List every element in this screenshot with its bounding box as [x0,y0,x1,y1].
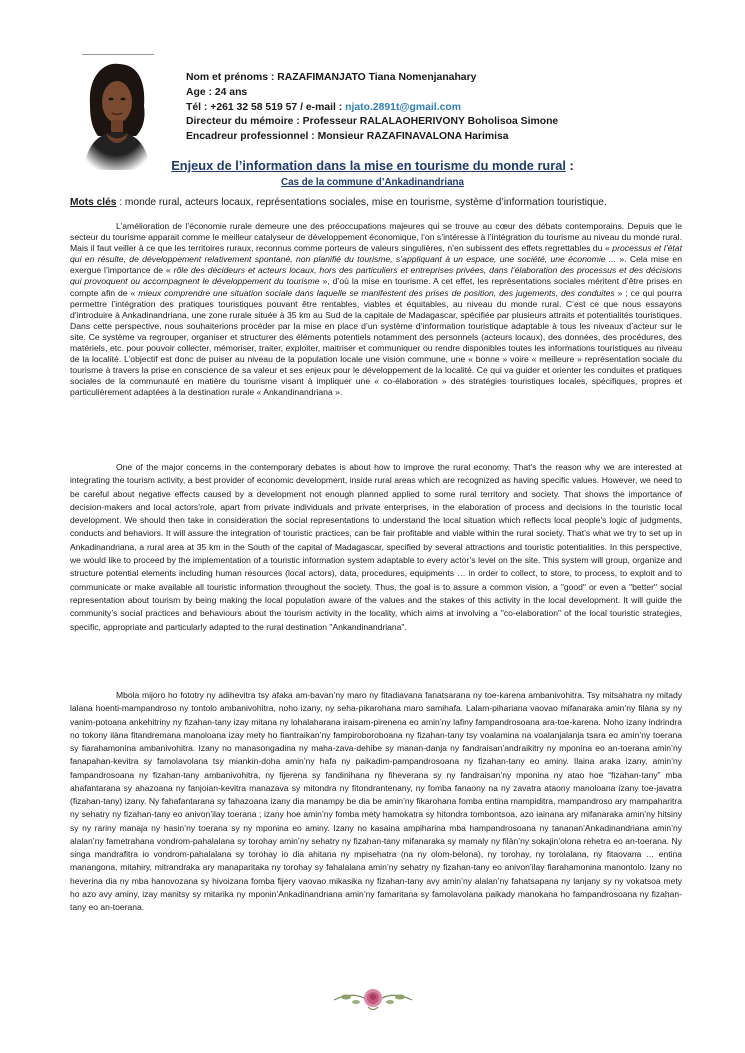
abstract-fr-part: L’amélioration de l’économie rurale demeure une des préoccupations majeures qui se trouve au cœur des débats contemporains. Depuis que le secteur du tourisme apparait comme le meilleur catalyseur de développement économique, l’on s’intéresse à l’intégration du tourisme au niveau du monde rural. Mais il faut veiller à ce que les territoires ruraux, reconnus comme porteurs de valeurs singulières, n’en subissent des effets regrettables du « [70,221,682,254]
phone-text: Tél : +261 32 58 519 57 / e-mail : [186,101,346,113]
rose-ornament-icon [332,985,414,1013]
abstract-fr-part: ». Cela mise en exergue l’importance de « [70,254,682,276]
author-age: Age : 24 ans [186,86,248,98]
abstract-fr-quote: mieux comprendre une situation sociale dans laquelle se manifestent des prises de position, des jugements, des conduites [138,287,615,298]
professional-supervisor: Encadreur professionnel : Monsieur RAZAFINAVALONA Harimisa [186,131,509,143]
thesis-director: Directeur du mémoire : Professeur RALALAOHERIVONY Boholisoa Simone [186,116,559,128]
abstract-french-text [70,221,682,399]
keywords-label: Mots clés [70,197,117,208]
email-link[interactable]: njato.2891t@gmail.com [345,101,461,113]
abstract-english [70,461,682,634]
author-name: Nom et prénoms : RAZAFIMANJATO Tiana Nomenjanahary [186,72,477,83]
title-colon: : [565,158,574,173]
abstract-french [70,221,682,399]
document-title [0,158,745,173]
abstract-malagasy-text: Mbola mijoro ho fototry ny adihevitra tsy afaka am-bavan’ny maro ny fitadiavana fanatsarana ny toe-karena ambanivohitra. Tsy mitsahatra ny mitady lalana hoenti-mampandroso ny tontolo ambanivohitra, noho izany, ny seha-pikarohana maro samihafa. Lalam-pihariana vaovao mifanaraka amin’ny filàna sy ny vanim-potoana ankehitriny ny fizahan-tany izay mitana ny lohalaharana iraisam-pirenena eo amin’ny lafiny fampandrosoana ara-toe-karena. Noho izany indrindra no tokony ilàna fitandremana manoloana izay mety ho fiantraikan’ny fampiroboroboana ny fizahan-tany tsy voalamina na voalanjalanja tsara eo amin’ny toerana sy fiarahamonina ambanivohitra. Izany no manasongadina ny maha-zava-dehibe sy manan-danja ny fandraisan’andraikitry ny mponina eo an-toerana amin’ny fanapahan-kevitra sy famolavolana tsy miankin-doha amin’ny hafa ny paikadim-pampandrosoana ny fizahan-tany eo aminy. Ilaina araka izany, amin’ny fampandrosoana ny fizahan-tany ambanivohitra, ny fijerena sy fandinihana ny fiheverana sy ny fandraisan’ny mponina ny atao hoe “fizahan-tany” mba ahafantarana sy ahazoana ny fanjoian-kevitra manazava sy mitondra ny fitondrantenany, ny fomba fanaony na ny zavatra ataony manoloana izany toe-javatra (fizahan-tany) izany. Ny fahafantarana sy fahazoana izany dia manampy be dia be amin’ny fikarohana fomba entina mampiditra, mampandroso ary mampaharitra ny sehatry ny fizahan-tany eo anivon’ilay toerana ; izany hoe amin’ny fomba mety hamokatra sy hitondra tombontsoa, azo iainana ary mifanaraka amin’ny hitsiny sy ny rariny manaja ny hasin’ny toerana sy ny mponina eo aminy. Izany no kasaina ampiharina mba hampandrosoana ny tananan’Ankadinandriana amin’ny alalan’ny fametrahana vondrom-pahalalana sy torohay amin’ny sehatry ny fizahan-tany mifanaraka sy mamaly ny filàn’ny sokajin’olona rehetra eo an-toerana. Ny singa mandrafitra io vondrom-pahalalana sy torohay io dia ahitana ny mpisehatra (na ny olom-belona), ny torohay, ny torolalana, ny fitaovana … entina manangona, mitahiry, mitrandraka ary manaparitaka ny torohay sy fahalalana amin’ny sehatry ny fizahan-tany eo anivon’ilay fiarahamonina manontolo. Izany no heverina dia ny mba hanovozana sy hivoizana fomba fijery vaovao mikasika ny fizahan-tany avy amin’ny alalan’ny fahatsapana ny lanjany sy ny vokatsoa mety ho azo avy aminy, izay manitsy sy mitarika ny mponin’Ankadinandriana amin’ny famaritana sy famolavolana paikady manokana ho fampandrosoana ny fizahan-tany eo an-toerana. [70,690,682,912]
author-portrait [76,58,156,170]
abstract-malagasy [70,689,682,914]
keywords-line [70,197,680,208]
title-text: Enjeux de l’information dans la mise en tourisme du monde rural [171,158,566,173]
abstract-fr-part: » ; ce qui pourra permettre l’intégration des pratiques touristiques pouvant être rentables, viables et équitables, au niveau du monde rural. C’est ce que nous essayons d’introduire à Ankadinandriana, une zone rurale située à 35 km au Sud de la capitale de Madagascar, spécifiée par plusieurs attraits et potentialités touristiques. Dans cette perspective, nous souhaiterions procéder par la mise en place d’un système d’information touristique adaptable à tous les niveaux d’acteur sur le site. Ce système va regrouper, organiser et structurer des éléments potentiels notamment des personnels (acteurs locaux), des données, des procédures, des matériels, etc. pour pouvoir collecter, mémoriser, traiter, exploiter, maitriser et communiquer ou rendre disponibles toutes les informations touristiques au niveau de la localité. L’objectif est donc de puiser au niveau de la population locale une vision commune, une « bonne » voire « meilleure » représentation sociale du tourisme à travers la prise en conscience de sa valeur et ses enjeux pour le développement de la localité. Ce qui va guider et orienter les conduites et pratiques sociales de la communauté en matière du tourisme visant à impliquer une « co-élaboration » des stratégies touristiques locales, spécifiques, propres et particulièrement adaptées à la destination rurale « Ankandinandriana ». [70,287,682,398]
keywords-text: : monde rural, acteurs locaux, représentations sociales, mise en tourisme, système d’information touristique. [116,197,607,208]
decorative-rule [82,54,154,55]
abstract-fr-quote: processus et l’état qui en résulte, de développement relativement spontané, non planifié du tourisme, s’appliquant à un espace, une société, une économie ... [70,243,682,265]
abstract-english-text: One of the major concerns in the contemporary debates is about how to improve the rural economy. That’s the reason why we are interested at integrating the tourism activity, a best provider of economic development, inside rural areas which are recognized as having specific values. However, we need to be careful about negative effects caused by a development not enough planned applied to some rural territory and society. That shows the importance of decision-makers and local actors’role, apart from private individuals and private enterprises, in the elaboration of process and decisions in the touristic local development. We should then take in consideration the social representations to understand the local situation which reflects local people’s logic of judgments, conducts and behaviors. It will assure the integration of touristic practices, can be fair profitable and viable within the rural society. That’s what we try to set up in Ankadinandriana, a rural area at 35 km in the South of the capital of Madagascar, specified by several attractions and touristic potentialities. In this perspective, we would like to proceed by the implementation of a touristic information system adaptable to every actor’s level on the site. This system will group, organize and structure potential elements including human resources (local actors), data, procedures, equipments … in order to collect, to store, to process, to exploit and to communicate or make available all touristic information throughout the society. Thus, the goal is to assure a common vision, a "good" or even a "better" social representation about tourism by being making the local population aware of the values and the stakes of this activity in the local development. It will guide the community’s social practices and behaviours about the tourism activity in the locality, which aims at involving a "co-elaboration" of the local touristic strategies, specific, appropriate and particularly adapted to the rural destination "Ankandinandriana". [70,462,682,632]
author-info [186,71,558,145]
document-subtitle: Cas de la commune d’Ankadinandriana [281,177,464,188]
abstract-fr-part: », d’où la mise en tourisme. A cet effet, les représentations sociales méritent d’être prises en compte afin de « [70,276,683,298]
abstract-fr-quote: rôle des décideurs et acteurs locaux, hors des particuliers et entreprises privées, dans l’élaboration des processus et des décisions qui provoquent ou accompagnent le développement du tourisme [70,265,682,287]
contact-line [186,101,558,116]
